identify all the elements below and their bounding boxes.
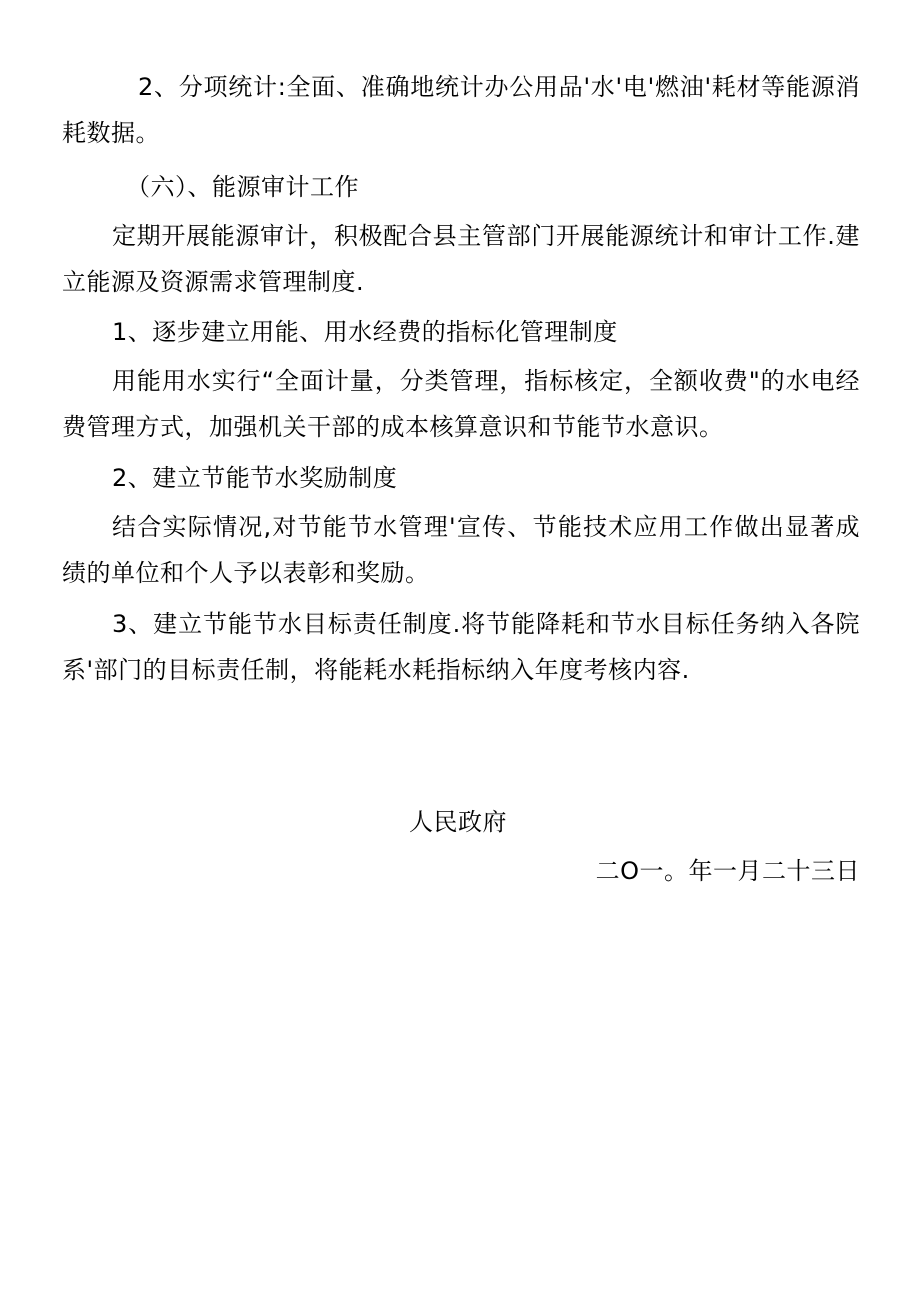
signature-organization: 人民政府 [409,808,507,836]
signature-date: 二O一。年一月二十三日 [595,857,860,885]
paragraph-energy-audit: 定期开展能源审计，积极配合县主管部门开展能源统计和审计工作.建立能源及资源需求管理制度. [62,222,860,296]
paragraph-itemized-statistics: 2、分项统计:全面、准确地统计办公用品'水'电'燃油'耗材等能源消耗数据。 [62,73,860,147]
paragraph-metering-policy: 用能用水实行“全面计量，分类管理，指标核定，全额收费"的水电经费管理方式，加强机关干部的成本核算意识和节能节水意识。 [62,367,860,441]
paragraph-reward-policy: 结合实际情况,对节能节水管理'宣传、节能技术应用工作做出显著成绩的单位和个人予以表彰和奖励。 [62,513,860,587]
paragraph-indexed-management-heading: 1、逐步建立用能、用水经费的指标化管理制度 [112,318,618,346]
paragraph-responsibility-system: 3、建立节能节水目标责任制度.将节能降耗和节水目标任务纳入各院系'部门的目标责任制，将能耗水耗指标纳入年度考核内容. [62,610,860,684]
section-heading-energy-audit: （六）、能源审计工作 [126,173,359,201]
paragraph-reward-system-heading: 2、建立节能节水奖励制度 [112,464,398,492]
